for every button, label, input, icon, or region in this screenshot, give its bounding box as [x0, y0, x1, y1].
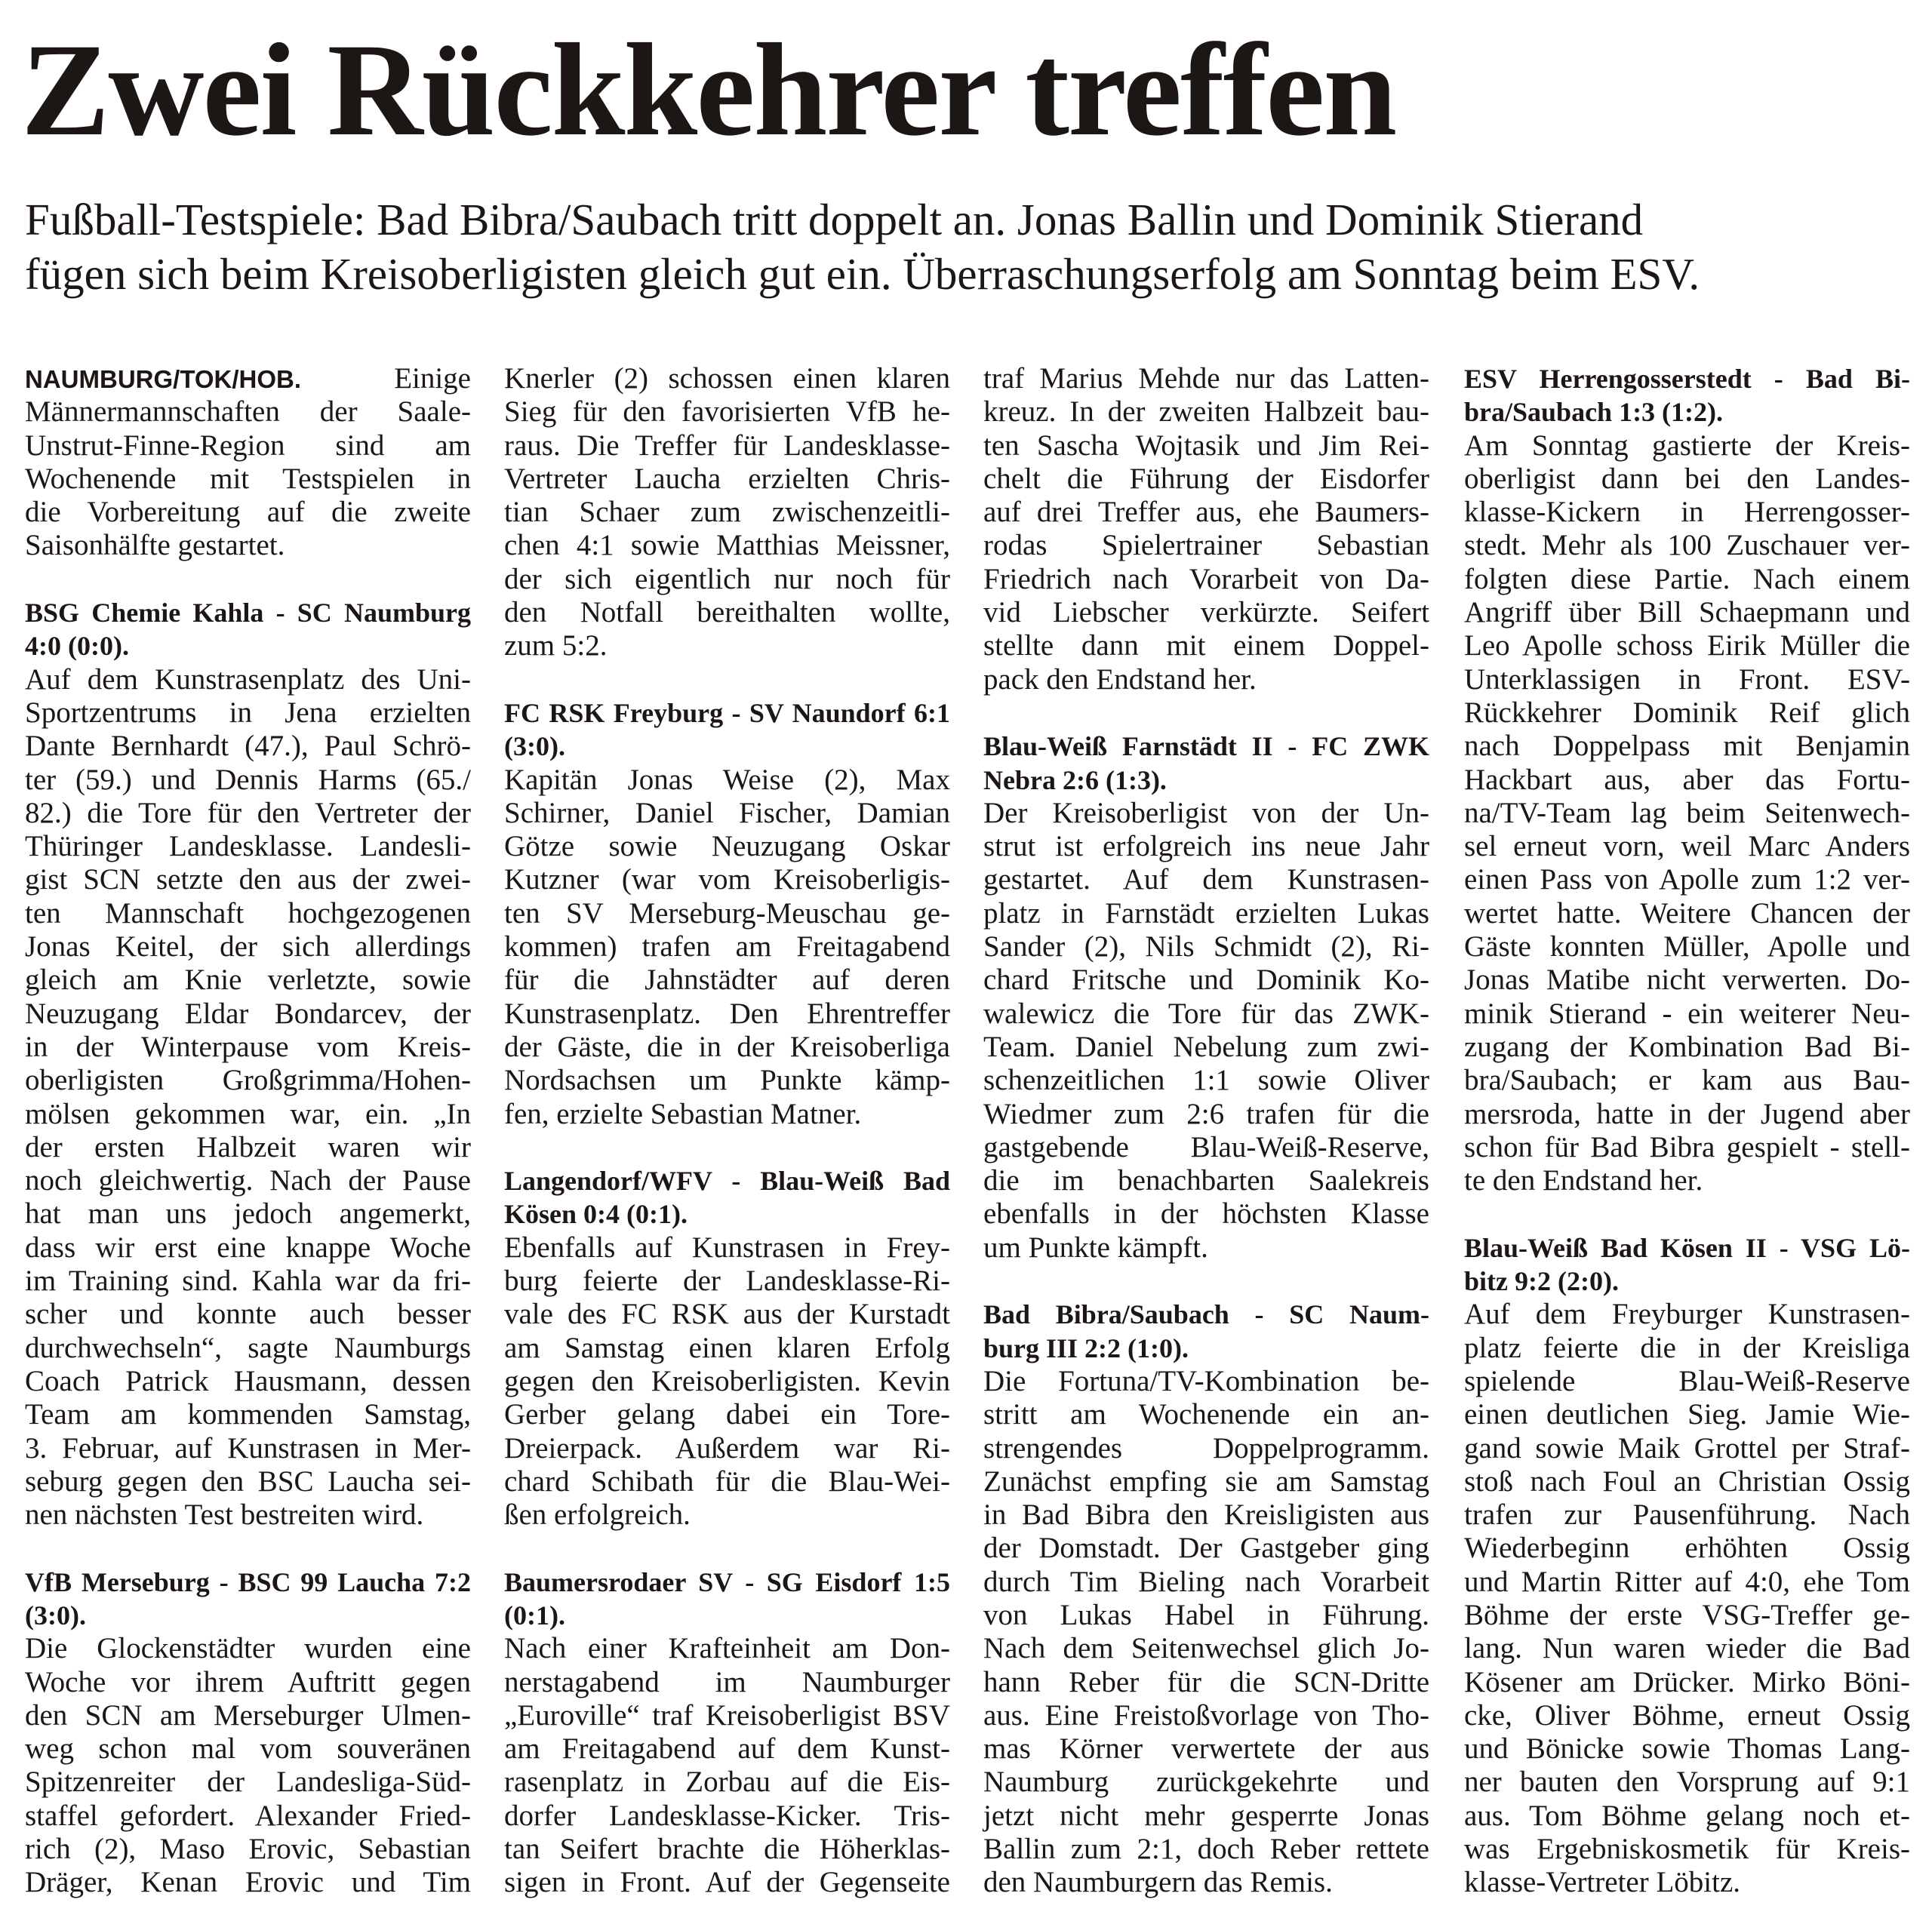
match-heading-line: Blau-Weiß Bad Kösen II - VSG Lö-: [1464, 1232, 1910, 1263]
body-text-line: schenzeitlichen 1:1 sowie Oliver: [983, 1064, 1429, 1097]
body-text-line: rich (2), Maso Erovic, Sebastian: [25, 1833, 471, 1866]
body-text-line: staffel gefordert. Alexander Fried-: [25, 1799, 471, 1832]
body-text-line: Angriff über Bill Schaepmann und: [1464, 596, 1910, 629]
body-text-line: am Freitagabend auf dem Kunst-: [504, 1732, 950, 1766]
body-text-line: Der Kreisoberligist von der Un-: [983, 796, 1429, 829]
body-text-line: strut ist erfolgreich ins neue Jahr: [983, 830, 1429, 863]
match-heading-line: VfB Merseburg - BSC 99 Laucha 7:2: [25, 1566, 471, 1597]
match-heading-line: burg III 2:2 (1:0).: [983, 1332, 1189, 1363]
body-text-line: rodas Spielertrainer Sebastian: [983, 529, 1429, 562]
body-text-line: oberligisten Großgrimma/Hohen-: [25, 1064, 471, 1097]
body-text-line: traf Marius Mehde nur das Latten-: [983, 362, 1429, 395]
body-text-line: Sander (2), Nils Schmidt (2), Ri-: [983, 930, 1429, 964]
body-text-line: durch Tim Bieling nach Vorarbeit: [983, 1565, 1429, 1598]
body-text-line: schon für Bad Bibra gespielt - stell-: [1464, 1130, 1910, 1163]
body-text-line: Wiederbeginn erhöhten Ossig: [1464, 1532, 1910, 1565]
body-text-line: noch gleichwertig. Nach der Pause: [25, 1164, 471, 1197]
body-text-line: spielende Blau-Weiß-Reserve: [1464, 1364, 1910, 1397]
body-text-line: aus. Tom Böhme gelang noch et-: [1464, 1799, 1910, 1832]
body-text-line: chard Schibath für die Blau-Wei-: [504, 1465, 950, 1498]
body-text-line: wertet hatte. Weitere Chancen der: [1464, 896, 1910, 930]
body-text-line: lang. Nun waren wieder die Bad: [1464, 1632, 1910, 1665]
body-text-line: tian Schaer zum zwischenzeitli-: [504, 496, 950, 529]
body-text-line: [25, 362, 471, 395]
body-text-line: oberligist dann bei den Landes-: [1464, 462, 1910, 495]
body-text-line: Nach einer Krafteinheit am Don-: [504, 1632, 950, 1665]
section-spacer: [1464, 1197, 1910, 1231]
match-heading-line: Baumersrodaer SV - SG Eisdorf 1:5: [504, 1566, 950, 1597]
body-text-line: Unterklassigen in Front. ESV-: [1464, 662, 1910, 696]
body-text-line: seburg gegen den BSC Laucha sei-: [25, 1465, 471, 1498]
body-text-line: jetzt nicht mehr gesperrte Jonas: [983, 1799, 1429, 1832]
body-text-line: gegen den Kreisoberligisten. Kevin: [504, 1364, 950, 1397]
body-text-line: Sportzentrums in Jena erzielten: [25, 696, 471, 729]
body-text-line: Die Glockenstädter wurden eine: [25, 1632, 471, 1665]
match-heading-line: ESV Herrengosserstedt - Bad Bi-: [1464, 364, 1910, 394]
body-text-line: Neuzugang Eldar Bondarcev, der: [25, 997, 471, 1030]
body-text-line: für die Jahnstädter auf deren: [504, 964, 950, 997]
body-text-line: Vertreter Laucha erzielten Chris-: [504, 462, 950, 495]
body-text-line: chard Fritsche und Dominik Ko-: [983, 964, 1429, 997]
body-text-line: rasenplatz in Zorbau auf die Eis-: [504, 1766, 950, 1799]
match-heading-line: 4:0 (0:0).: [25, 631, 129, 662]
article-column-3: [983, 362, 1429, 1900]
subheadline-line: fügen sich beim Kreisoberligisten gleich gut ein. Überraschungserfolg am Sonntag beim ESV.: [25, 249, 1700, 299]
body-text-line: na/TV-Team lag beim Seitenwech-: [1464, 796, 1910, 829]
match-heading-line: bra/Saubach 1:3 (1:2).: [1464, 397, 1724, 428]
section-spacer: [25, 563, 471, 596]
section-spacer: [983, 1265, 1429, 1298]
dateline: NAUMBURG/TOK/HOB.: [25, 365, 302, 393]
body-text-line: sel erneut vorn, weil Marc Anders: [1464, 830, 1910, 863]
body-text-line: mersroda, hatte in der Jugend aber: [1464, 1097, 1910, 1130]
body-text-line: Männermannschaften der Saale-: [25, 395, 471, 429]
match-heading-line: Nebra 2:6 (1:3).: [983, 764, 1167, 795]
match-heading-line: (3:0).: [25, 1600, 86, 1631]
body-text-line: einen Pass von Apolle zum 1:2 ver-: [1464, 863, 1910, 896]
match-heading-line: (3:0).: [504, 731, 565, 762]
body-text-line: nach Doppelpass mit Benjamin: [1464, 730, 1910, 763]
body-text: Einige: [394, 362, 471, 395]
body-text-line: zum 5:2.: [504, 629, 608, 662]
match-heading-line: Bad Bibra/Saubach - SC Naum-: [983, 1299, 1429, 1330]
body-text-line: durchwechseln“, sagte Naumburgs: [25, 1331, 471, 1364]
body-text-line: den Notfall bereithalten wollte,: [504, 596, 950, 629]
body-text-line: Gäste konnten Müller, Apolle und: [1464, 930, 1910, 964]
body-text-line: in Bad Bibra den Kreisligisten aus: [983, 1498, 1429, 1532]
body-text-line: dorfer Landesklasse-Kicker. Tris-: [504, 1799, 950, 1832]
body-text-line: mas Körner verwertete der aus: [983, 1732, 1429, 1766]
body-text-line: bra/Saubach; er kam aus Bau-: [1464, 1064, 1910, 1097]
body-text-line: stritt am Wochenende ein an-: [983, 1398, 1429, 1431]
body-text-line: Die Fortuna/TV-Kombination be-: [983, 1364, 1429, 1397]
body-text-line: nerstagabend im Naumburger: [504, 1665, 950, 1698]
body-text-line: Nordsachsen um Punkte kämp-: [504, 1064, 950, 1097]
headline: Zwei Rückkehrer treffen: [21, 17, 1396, 164]
body-text-line: ebenfalls in der höchsten Klasse: [983, 1197, 1429, 1231]
body-text-line: trafen zur Pausenführung. Nach: [1464, 1498, 1910, 1532]
match-heading-line: Langendorf/WFV - Blau-Weiß Bad: [504, 1166, 950, 1197]
body-text-line: Kapitän Jonas Weise (2), Max: [504, 763, 950, 796]
body-text-line: kommen) trafen am Freitagabend: [504, 930, 950, 964]
article-column-1: [25, 362, 471, 1900]
body-text-line: vale des FC RSK aus der Kurstadt: [504, 1298, 950, 1331]
body-text-line: Leo Apolle schoss Eirik Müller die: [1464, 629, 1910, 662]
body-text-line: von Lukas Habel in Führung.: [983, 1598, 1429, 1631]
body-text-line: pack den Endstand her.: [983, 662, 1257, 696]
body-text-line: fen, erzielte Sebastian Matner.: [504, 1097, 862, 1130]
body-text-line: burg feierte der Landesklasse-Ri-: [504, 1265, 950, 1298]
match-heading-line: BSG Chemie Kahla - SC Naumburg: [25, 598, 471, 629]
body-text-line: den Naumburgern das Remis.: [983, 1866, 1333, 1899]
body-text-line: chelt die Führung der Eisdorfer: [983, 462, 1429, 495]
body-text-line: Spitzenreiter der Landesliga-Süd-: [25, 1766, 471, 1799]
body-text-line: Naumburg zurückgekehrte und: [983, 1766, 1429, 1799]
body-text-line: der Domstadt. Der Gastgeber ging: [983, 1532, 1429, 1565]
body-text-line: im Training sind. Kahla war da fri-: [25, 1265, 471, 1298]
body-text-line: raus. Die Treffer für Landesklasse-: [504, 429, 950, 462]
body-text-line: Dante Bernhardt (47.), Paul Schrö-: [25, 730, 471, 763]
body-text-line: Dräger, Kenan Erovic und Tim: [25, 1866, 471, 1899]
body-text-line: klasse-Kickern in Herrengosser-: [1464, 496, 1910, 529]
body-text-line: Sieg für den favorisierten VfB he-: [504, 395, 950, 429]
body-text-line: Kösener am Drücker. Mirko Böni-: [1464, 1665, 1910, 1698]
body-text-line: Hackbart aus, aber das Fortu-: [1464, 763, 1910, 796]
body-text-line: Zunächst empfing sie am Samstag: [983, 1465, 1429, 1498]
body-text-line: Auf dem Freyburger Kunstrasen-: [1464, 1298, 1910, 1331]
body-text-line: einen deutlichen Sieg. Jamie Wie-: [1464, 1398, 1910, 1431]
body-text-line: Friedrich nach Vorarbeit von Da-: [983, 562, 1429, 595]
body-text-line: Kutzner (war vom Kreisoberligis-: [504, 863, 950, 896]
body-text-line: stellte dann mit einem Doppel-: [983, 629, 1429, 662]
section-spacer: [504, 1532, 950, 1565]
body-text-line: ßen erfolgreich.: [504, 1498, 691, 1532]
match-heading-line: (0:1).: [504, 1600, 565, 1631]
body-text-line: „Euroville“ traf Kreisoberligist BSV: [504, 1698, 950, 1732]
body-text-line: gastgebende Blau-Weiß-Reserve,: [983, 1130, 1429, 1163]
body-text-line: ten Mannschaft hochgezogenen: [25, 896, 471, 930]
article-column-2: [504, 362, 950, 1900]
body-text-line: aus. Eine Freistoßvorlage von Tho-: [983, 1698, 1429, 1732]
section-spacer: [983, 696, 1429, 730]
body-text-line: was Ergebniskosmetik für Kreis-: [1464, 1833, 1910, 1866]
body-text-line: Saisonhälfte gestartet.: [25, 529, 285, 562]
match-heading-line: bitz 9:2 (2:0).: [1464, 1266, 1619, 1297]
body-text-line: hann Reber für die SCN-Dritte: [983, 1665, 1429, 1698]
body-text-line: Thüringer Landesklasse. Landesli-: [25, 830, 471, 863]
body-text-line: Ebenfalls auf Kunstrasen in Frey-: [504, 1231, 950, 1264]
section-spacer: [504, 663, 950, 696]
body-text-line: und Bönicke sowie Thomas Lang-: [1464, 1732, 1910, 1766]
body-text-line: ner bauten den Vorsprung auf 9:1: [1464, 1766, 1910, 1799]
body-text-line: der ersten Halbzeit waren wir: [25, 1130, 471, 1163]
body-text-line: Rückkehrer Dominik Reif glich: [1464, 696, 1910, 729]
body-text-line: mölsen gekommen war, ein. „In: [25, 1097, 471, 1130]
body-text-line: Am Sonntag gastierte der Kreis-: [1464, 429, 1910, 462]
body-text-line: minik Stierand - ein weiterer Neu-: [1464, 997, 1910, 1030]
body-text-line: nen nächsten Test bestreiten wird.: [25, 1498, 424, 1532]
body-text-line: cke, Oliver Böhme, erneut Ossig: [1464, 1698, 1910, 1732]
body-text-line: kreuz. In der zweiten Halbzeit bau-: [983, 395, 1429, 429]
body-text-line: zugang der Kombination Bad Bi-: [1464, 1030, 1910, 1063]
body-text-line: der sich eigentlich nur noch für: [504, 562, 950, 595]
body-text-line: den SCN am Merseburger Ulmen-: [25, 1698, 471, 1732]
body-text-line: Gerber gelang dabei ein Tore-: [504, 1398, 950, 1431]
body-text-line: Nach dem Seitenwechsel glich Jo-: [983, 1632, 1429, 1665]
body-text-line: auf drei Treffer aus, ehe Baumers-: [983, 496, 1429, 529]
body-text-line: Auf dem Kunstrasenplatz des Uni-: [25, 662, 471, 696]
body-text-line: Coach Patrick Hausmann, dessen: [25, 1364, 471, 1397]
body-text-line: platz feierte die in der Kreisliga: [1464, 1331, 1910, 1364]
body-text-line: Jonas Keitel, der sich allerdings: [25, 930, 471, 964]
body-text-line: 82.) die Tore für den Vertreter der: [25, 796, 471, 829]
body-text-line: te den Endstand her.: [1464, 1164, 1703, 1197]
body-text-line: in der Winterpause vom Kreis-: [25, 1030, 471, 1063]
body-text-line: Wiedmer zum 2:6 trafen für die: [983, 1097, 1429, 1130]
subheadline-line: Fußball-Testspiele: Bad Bibra/Saubach tritt doppelt an. Jonas Ballin und Dominik Stierand: [25, 195, 1644, 244]
body-text-line: sigen in Front. Auf der Gegenseite: [504, 1866, 950, 1899]
body-text-line: Woche vor ihrem Auftritt gegen: [25, 1665, 471, 1698]
body-text-line: folgten diese Partie. Nach einem: [1464, 562, 1910, 595]
body-text-line: Götze sowie Neuzugang Oskar: [504, 830, 950, 863]
body-text-line: Kunstrasenplatz. Den Ehrentreffer: [504, 997, 950, 1030]
section-spacer: [504, 1131, 950, 1164]
body-text-line: gestartet. Auf dem Kunstrasen-: [983, 863, 1429, 896]
article-column-4: [1464, 362, 1910, 1900]
body-text-line: klasse-Vertreter Löbitz.: [1464, 1866, 1741, 1899]
match-heading-line: Kösen 0:4 (0:1).: [504, 1199, 688, 1230]
body-text-line: weg schon mal vom souveränen: [25, 1732, 471, 1766]
body-text-line: um Punkte kämpft.: [983, 1231, 1208, 1264]
body-text-line: ten Sascha Wojtasik und Jim Rei-: [983, 429, 1429, 462]
body-text-line: Wochenende mit Testspielen in: [25, 462, 471, 495]
body-text-line: und Martin Ritter auf 4:0, ehe Tom: [1464, 1565, 1910, 1598]
body-text-line: die Vorbereitung auf die zweite: [25, 496, 471, 529]
body-text-line: gleich am Knie verletzte, sowie: [25, 964, 471, 997]
body-text-line: Knerler (2) schossen einen klaren: [504, 362, 950, 395]
body-text-line: Böhme der erste VSG-Treffer ge-: [1464, 1598, 1910, 1631]
body-text-line: Unstrut-Finne-Region sind am: [25, 429, 471, 462]
body-text-line: gist SCN setzte den aus der zwei-: [25, 863, 471, 896]
body-text-line: Ballin zum 2:1, doch Reber rettete: [983, 1833, 1429, 1866]
body-text-line: scher und konnte auch besser: [25, 1298, 471, 1331]
body-text-line: der Gäste, die in der Kreisoberliga: [504, 1030, 950, 1063]
body-text-line: ten SV Merseburg-Meuschau ge-: [504, 896, 950, 930]
body-text-line: tan Seifert brachte die Höherklas-: [504, 1833, 950, 1866]
body-text-line: 3. Februar, auf Kunstrasen in Mer-: [25, 1431, 471, 1465]
body-text-line: gand sowie Maik Grottel per Straf-: [1464, 1431, 1910, 1465]
body-text-line: hat man uns jedoch angemerkt,: [25, 1197, 471, 1231]
body-text-line: strengendes Doppelprogramm.: [983, 1431, 1429, 1465]
body-text-line: platz in Farnstädt erzielten Lukas: [983, 896, 1429, 930]
body-text-line: chen 4:1 sowie Matthias Meissner,: [504, 529, 950, 562]
body-text-line: walewicz die Tore für das ZWK-: [983, 997, 1429, 1030]
body-text-line: Team. Daniel Nebelung zum zwi-: [983, 1030, 1429, 1063]
body-text-line: ter (59.) und Dennis Harms (65./: [25, 763, 471, 796]
body-text-line: vid Liebscher verkürzte. Seifert: [983, 596, 1429, 629]
body-text-line: Team am kommenden Samstag,: [25, 1398, 471, 1431]
body-text-line: Jonas Matibe nicht verwerten. Do-: [1464, 964, 1910, 997]
body-text-line: dass wir erst eine knappe Woche: [25, 1231, 471, 1264]
body-text-line: am Samstag einen klaren Erfolg: [504, 1331, 950, 1364]
body-text-line: stoß nach Foul an Christian Ossig: [1464, 1465, 1910, 1498]
match-heading-line: FC RSK Freyburg - SV Naundorf 6:1: [504, 697, 950, 728]
section-spacer: [25, 1532, 471, 1565]
body-text-line: die im benachbarten Saalekreis: [983, 1164, 1429, 1197]
match-heading-line: Blau-Weiß Farnstädt II - FC ZWK: [983, 731, 1429, 762]
body-text-line: stedt. Mehr als 100 Zuschauer ver-: [1464, 529, 1910, 562]
body-text-line: Schirner, Daniel Fischer, Damian: [504, 796, 950, 829]
body-text-line: Dreierpack. Außerdem war Ri-: [504, 1431, 950, 1465]
